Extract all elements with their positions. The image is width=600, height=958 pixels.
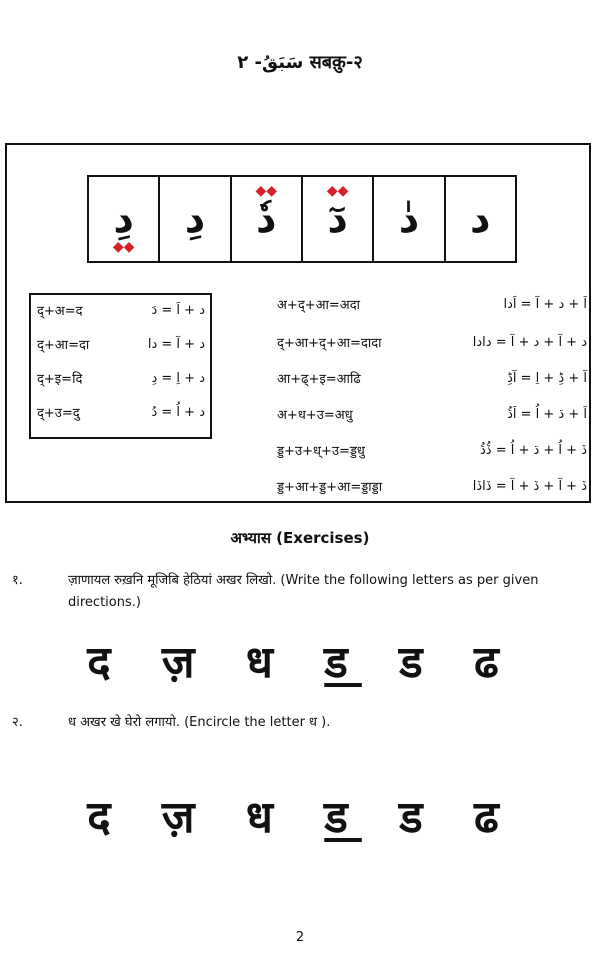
- encircle-letter[interactable]: ज़: [161, 792, 209, 843]
- exercise-number: १.: [12, 573, 23, 588]
- encircle-letter[interactable]: ध: [245, 792, 287, 843]
- encircle-letter[interactable]: द: [87, 792, 125, 843]
- letter-glyph: دٗ: [256, 196, 277, 242]
- practice-letter: ढ: [474, 637, 513, 688]
- word-row: [277, 441, 587, 469]
- word-row: [277, 477, 587, 505]
- letter-glyph: دٓ: [327, 196, 348, 242]
- word-hindi: आ+ढ्+इ=आढि: [277, 372, 361, 387]
- practice-letter: ज़: [161, 637, 209, 688]
- exercises-heading: अभ्यास (Exercises): [230, 529, 370, 547]
- practice-letter: ड: [399, 637, 437, 688]
- practice-letter: ध: [245, 637, 287, 688]
- page-number: 2: [295, 930, 305, 945]
- lesson-panel: [5, 143, 591, 503]
- letter-glyph: دٰ: [398, 196, 420, 242]
- word-urdu: اَ + د + آ = اَدا: [503, 297, 587, 312]
- letter-cell: [374, 177, 445, 261]
- lesson-title: ۲ -سَبَقُ सबक़ु-२: [237, 52, 363, 73]
- diacritic-mark: ◆◆: [326, 183, 349, 199]
- encircle-letter[interactable]: ड: [399, 792, 437, 843]
- letter-glyph: دِ: [184, 196, 206, 242]
- word-hindi: ड्ड+उ+ध्+उ=ड्डधु: [277, 444, 365, 459]
- word-row: [277, 333, 587, 361]
- letter-cell: [303, 177, 374, 261]
- combination-hindi: द्+इ=दि: [37, 372, 83, 387]
- combination-hindi: द्+उ=दु: [37, 406, 80, 421]
- combination-urdu: د + اِ = دِ: [151, 371, 205, 386]
- letter-glyph: د: [470, 196, 491, 242]
- word-hindi: ड्ड+आ+ड्ड+आ=ड्डाड्डा: [277, 480, 383, 495]
- combination-hindi: द्+अ=द: [37, 304, 83, 319]
- letter-cell: [160, 177, 231, 261]
- letter-cell: [446, 177, 515, 261]
- word-hindi: अ+द्+आ=अदा: [277, 298, 361, 313]
- encircle-letter-underlined[interactable]: ड: [324, 792, 362, 843]
- diacritic-mark: ◆◆: [112, 239, 135, 255]
- word-urdu: ڏ + اُ + ڌ + اُ = ڏُڌُ: [479, 443, 587, 458]
- word-hindi: द्+आ+द्+आ=दादा: [277, 336, 382, 351]
- letters-row-encircle: [0, 785, 600, 845]
- combination-urdu: د + اُ = دُ: [151, 405, 205, 420]
- word-urdu: اَ + ڌ + اُ = اَڌُ: [507, 407, 587, 422]
- word-row: [277, 295, 587, 323]
- practice-letter-underlined: ड: [324, 637, 362, 688]
- combination-urdu: د + اَ = دَ: [151, 303, 205, 318]
- combination-urdu: د + آ = دا: [147, 337, 205, 352]
- word-urdu: ڏ + آ + ڏ + آ = ڏاڏا: [472, 479, 587, 494]
- practice-letter: द: [87, 637, 125, 688]
- word-urdu: آ + ڈِ + اِ = آڈِ: [507, 371, 587, 386]
- exercise-number: २.: [12, 715, 23, 730]
- letters-row-write: [0, 630, 600, 690]
- word-urdu: د + آ + د + آ = دادا: [472, 335, 587, 350]
- combination-row: [37, 369, 207, 397]
- letter-cell: [89, 177, 160, 261]
- word-hindi: अ+ध+उ=अधु: [277, 408, 353, 423]
- word-row: [277, 369, 587, 397]
- combination-row: [37, 335, 207, 363]
- combination-row: [37, 301, 207, 329]
- combination-box: [29, 293, 212, 439]
- exercise-text: ज़ाणायल रुख़नि मूजिबि हेठियां अखर लिखो. (Write the following letters as per given directions.): [68, 573, 539, 610]
- letter-cell: [232, 177, 303, 261]
- word-row: [277, 405, 587, 433]
- letter-strip: [87, 175, 517, 263]
- encircle-letter[interactable]: ढ: [474, 792, 513, 843]
- diacritic-mark: ◆◆: [255, 183, 278, 199]
- exercise-text: ध अखर खे घेरो लगायो. (Encircle the letter ध ).: [68, 715, 331, 730]
- combination-row: [37, 403, 207, 431]
- letter-glyph: دِ: [113, 196, 134, 242]
- combination-hindi: द्+आ=दा: [37, 338, 90, 353]
